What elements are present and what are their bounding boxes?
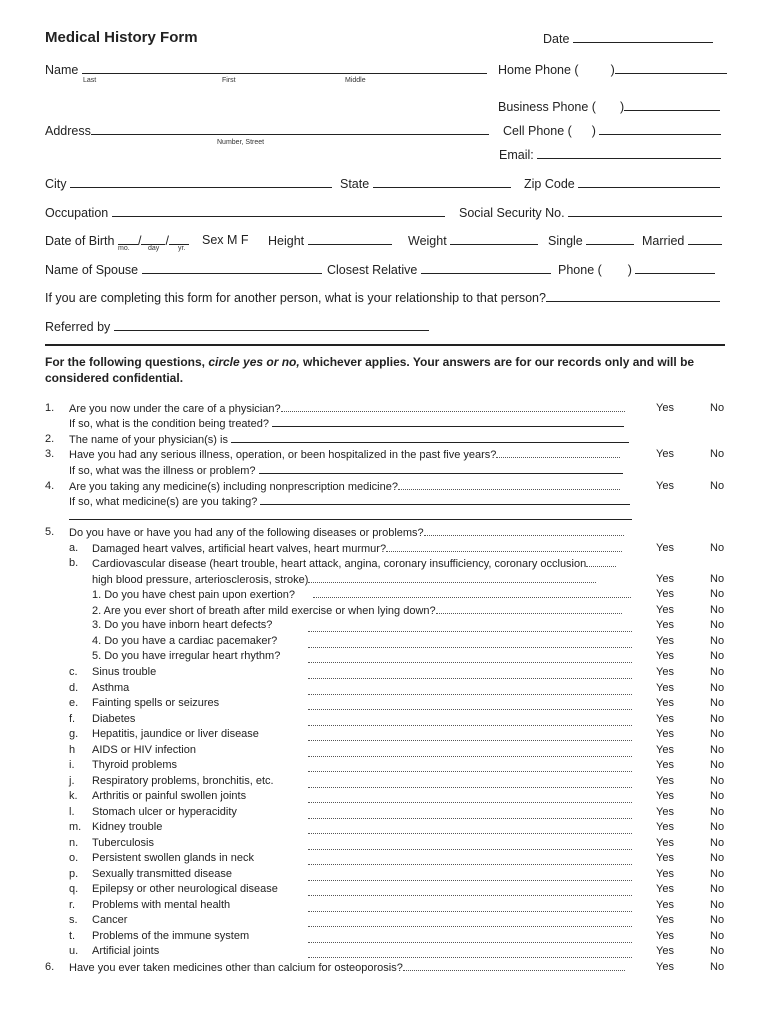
disease-letter: e. [69, 697, 79, 709]
q5a-letter: a. [69, 542, 79, 554]
disease-label: Fainting spells or seizures [92, 697, 220, 709]
disease-no[interactable]: No [710, 666, 725, 678]
disease-leader [308, 870, 632, 884]
disease-label: Kidney trouble [92, 821, 163, 833]
address-sub: Number, Street [217, 139, 265, 146]
q1-sub[interactable]: If so, what is the condition being treated? [69, 417, 624, 430]
disease-label: Epilepsy or other neurological disease [92, 883, 278, 895]
city-field[interactable]: City [45, 176, 332, 191]
zip-field[interactable]: Zip Code [524, 176, 720, 191]
disease-label: Sexually transmitted disease [92, 868, 233, 880]
disease-no[interactable]: No [710, 759, 725, 771]
disease-leader [308, 854, 632, 868]
dob-field[interactable]: Date of Birth / / [45, 233, 189, 248]
closest-relative-field[interactable]: Closest Relative [327, 262, 551, 277]
q5b4-no[interactable]: No [710, 635, 725, 647]
dob-sub-mo: mo. [118, 245, 130, 252]
disease-label: Stomach ulcer or hyperacidity [92, 806, 237, 818]
q4-extra-line[interactable] [69, 519, 632, 520]
disease-yes[interactable]: Yes [656, 914, 674, 926]
disease-label: Diabetes [92, 713, 136, 725]
occupation-field[interactable]: Occupation [45, 205, 445, 220]
q6-text: Have you ever taken medicines other than calcium for osteoporosis? [69, 961, 625, 974]
q4-number: 4. [45, 480, 55, 492]
q6-no[interactable]: No [710, 961, 725, 973]
disease-no[interactable]: No [710, 806, 725, 818]
disease-yes[interactable]: Yes [656, 806, 674, 818]
state-field[interactable]: State [340, 176, 511, 191]
q4-text: Are you taking any medicine(s) including nonprescription medicine? [69, 480, 620, 493]
q3-sub[interactable]: If so, what was the illness or problem? [69, 464, 623, 477]
q4-yes[interactable]: Yes [656, 480, 674, 492]
disease-yes[interactable]: Yes [656, 744, 674, 756]
disease-leader [308, 761, 632, 775]
disease-label: Tuberculosis [92, 837, 154, 849]
disease-letter: i. [69, 759, 75, 771]
disease-letter: f. [69, 713, 76, 725]
disease-leader [308, 839, 632, 853]
q3-number: 3. [45, 448, 55, 460]
disease-label: Thyroid problems [92, 759, 177, 771]
disease-label: AIDS or HIV infection [92, 744, 196, 756]
q5b5-yes[interactable]: Yes [656, 650, 674, 662]
disease-leader [308, 916, 632, 930]
disease-leader [308, 684, 632, 698]
q5b1-text: 1. Do you have chest pain upon exertion? [92, 588, 631, 601]
disease-label: Respiratory problems, bronchitis, etc. [92, 775, 274, 787]
disease-label: Sinus trouble [92, 666, 157, 678]
disease-no[interactable]: No [710, 697, 725, 709]
name-sub-first: First [222, 77, 236, 84]
q5a-yes[interactable]: Yes [656, 542, 674, 554]
q2-number: 2. [45, 433, 55, 445]
disease-letter: j. [69, 775, 75, 787]
q3-yes[interactable]: Yes [656, 448, 674, 460]
disease-letter: m. [69, 821, 82, 833]
q5b2-yes[interactable]: Yes [656, 604, 674, 616]
q5b3-no[interactable]: No [710, 619, 725, 631]
disease-leader [308, 901, 632, 915]
disease-label: Hepatitis, jaundice or liver disease [92, 728, 259, 740]
instructions-line2: considered confidential. [45, 371, 184, 385]
disease-letter: l. [69, 806, 75, 818]
section-divider [45, 344, 725, 346]
disease-yes[interactable]: Yes [656, 790, 674, 802]
disease-no[interactable]: No [710, 682, 725, 694]
q5b1-yes[interactable]: Yes [656, 588, 674, 600]
disease-no[interactable]: No [710, 852, 725, 864]
disease-no[interactable]: No [710, 775, 725, 787]
disease-yes[interactable]: Yes [656, 713, 674, 725]
q6-number: 6. [45, 961, 55, 973]
disease-yes[interactable]: Yes [656, 697, 674, 709]
business-phone-field[interactable]: Business Phone ( ) [498, 99, 720, 114]
disease-letter: c. [69, 666, 78, 678]
q5b5-no[interactable]: No [710, 650, 725, 662]
disease-yes[interactable]: Yes [656, 821, 674, 833]
form-title: Medical History Form [45, 29, 198, 46]
disease-no[interactable]: No [710, 837, 725, 849]
disease-leader [308, 715, 632, 729]
q3-text: Have you had any serious illness, operation, or been hospitalized in the past five years? [69, 448, 620, 461]
disease-yes[interactable]: Yes [656, 868, 674, 880]
relative-phone-field[interactable]: Phone ( ) [558, 262, 715, 277]
q5b5-text: 5. Do you have irregular heart rhythm? [92, 650, 281, 662]
q1-number: 1. [45, 402, 55, 414]
disease-label: Problems of the immune system [92, 930, 250, 942]
disease-leader [308, 699, 632, 713]
disease-letter: u. [69, 945, 79, 957]
disease-leader [308, 730, 632, 744]
email-field[interactable]: Email: [499, 147, 721, 162]
disease-no[interactable]: No [710, 883, 725, 895]
name-field[interactable]: Name [45, 62, 487, 77]
disease-leader [308, 668, 632, 682]
disease-label: Cancer [92, 914, 128, 926]
dob-sub-day: day [148, 245, 160, 252]
disease-leader [308, 823, 632, 837]
q1-yes[interactable]: Yes [656, 402, 674, 414]
disease-yes[interactable]: Yes [656, 682, 674, 694]
disease-yes[interactable]: Yes [656, 666, 674, 678]
instructions: For the following questions, circle yes or no, whichever applies. Your answers are for our records only and will be [45, 355, 695, 369]
disease-yes[interactable]: Yes [656, 852, 674, 864]
sex-field[interactable]: Sex M F [202, 233, 249, 247]
disease-letter: p. [69, 868, 79, 880]
q4-sub[interactable]: If so, what medicine(s) are you taking? [69, 495, 630, 508]
dob-sub-yr: yr. [178, 245, 186, 252]
q5b4-leader [308, 637, 632, 651]
disease-no[interactable]: No [710, 914, 725, 926]
disease-letter: r. [69, 899, 76, 911]
q5-text: Do you have or have you had any of the following diseases or problems? [69, 526, 624, 539]
ssn-field[interactable]: Social Security No. [459, 205, 722, 220]
disease-yes[interactable]: Yes [656, 930, 674, 942]
q5b-cont: high blood pressure, arteriosclerosis, stroke) [92, 573, 596, 586]
q3-no[interactable]: No [710, 448, 725, 460]
cell-phone-field[interactable]: Cell Phone ( ) [503, 123, 721, 138]
q5a-text: Damaged heart valves, artificial heart valves, heart murmur? [92, 542, 622, 555]
disease-leader [308, 947, 632, 961]
q5b5-leader [308, 652, 632, 666]
q6-yes[interactable]: Yes [656, 961, 674, 973]
q5-number: 5. [45, 526, 55, 538]
q4-no[interactable]: No [710, 480, 725, 492]
disease-no[interactable]: No [710, 945, 725, 957]
disease-yes[interactable]: Yes [656, 899, 674, 911]
relationship-field[interactable]: If you are completing this form for another person, what is your relationship to that person? [45, 290, 720, 305]
disease-leader [308, 808, 632, 822]
disease-no[interactable]: No [710, 899, 725, 911]
disease-yes[interactable]: Yes [656, 759, 674, 771]
q5b3-leader [308, 621, 632, 635]
disease-yes[interactable]: Yes [656, 837, 674, 849]
single-field[interactable]: Single [548, 233, 634, 248]
q1-no[interactable]: No [710, 402, 725, 414]
q5b-text: Cardiovascular disease (heart trouble, heart attack, angina, coronary insufficiency, coronary occlusion [92, 557, 616, 570]
disease-no[interactable]: No [710, 728, 725, 740]
disease-leader [308, 885, 632, 899]
q2-text[interactable]: The name of your physician(s) is [69, 433, 629, 446]
weight-field[interactable]: Weight [408, 233, 538, 248]
disease-no[interactable]: No [710, 744, 725, 756]
disease-label: Persistent swollen glands in neck [92, 852, 255, 864]
q5a-no[interactable]: No [710, 542, 725, 554]
disease-label: Arthritis or painful swollen joints [92, 790, 247, 802]
q5b-no[interactable]: No [710, 573, 725, 585]
married-field[interactable]: Married [642, 233, 722, 248]
name-sub-middle: Middle [345, 77, 366, 84]
disease-yes[interactable]: Yes [656, 945, 674, 957]
home-phone-field[interactable]: Home Phone ( ) [498, 62, 727, 77]
q5b3-text: 3. Do you have inborn heart defects? [92, 619, 273, 631]
address-field[interactable]: Address [45, 123, 489, 138]
date-field[interactable]: Date [543, 31, 713, 46]
disease-letter: n. [69, 837, 79, 849]
q5b1-no[interactable]: No [710, 588, 725, 600]
q5b4-text: 4. Do you have a cardiac pacemaker? [92, 635, 278, 647]
q5b-yes[interactable]: Yes [656, 573, 674, 585]
disease-leader [308, 792, 632, 806]
disease-letter: k. [69, 790, 78, 802]
referred-by-field[interactable]: Referred by [45, 319, 429, 334]
disease-letter: t. [69, 930, 76, 942]
disease-no[interactable]: No [710, 868, 725, 880]
disease-leader [308, 777, 632, 791]
disease-label: Asthma [92, 682, 130, 694]
disease-yes[interactable]: Yes [656, 775, 674, 787]
disease-label: Problems with mental health [92, 899, 231, 911]
name-sub-last: Last [83, 77, 97, 84]
disease-yes[interactable]: Yes [656, 883, 674, 895]
disease-no[interactable]: No [710, 790, 725, 802]
disease-leader [308, 746, 632, 760]
q5b4-yes[interactable]: Yes [656, 635, 674, 647]
disease-letter: o. [69, 852, 79, 864]
disease-no[interactable]: No [710, 821, 725, 833]
disease-no[interactable]: No [710, 930, 725, 942]
q5b3-yes[interactable]: Yes [656, 619, 674, 631]
height-field[interactable]: Height [268, 233, 392, 248]
disease-yes[interactable]: Yes [656, 728, 674, 740]
disease-letter: g. [69, 728, 79, 740]
disease-letter: h [69, 744, 76, 756]
disease-label: Artificial joints [92, 945, 160, 957]
disease-letter: d. [69, 682, 79, 694]
q5b-letter: b. [69, 557, 79, 569]
q1-text: Are you now under the care of a physician? [69, 402, 625, 415]
disease-leader [308, 932, 632, 946]
q5b2-no[interactable]: No [710, 604, 725, 616]
disease-letter: s. [69, 914, 78, 926]
spouse-field[interactable]: Name of Spouse [45, 262, 322, 277]
q5b2-text: 2. Are you ever short of breath after mild exercise or when lying down? [92, 604, 622, 617]
disease-letter: q. [69, 883, 79, 895]
disease-no[interactable]: No [710, 713, 725, 725]
